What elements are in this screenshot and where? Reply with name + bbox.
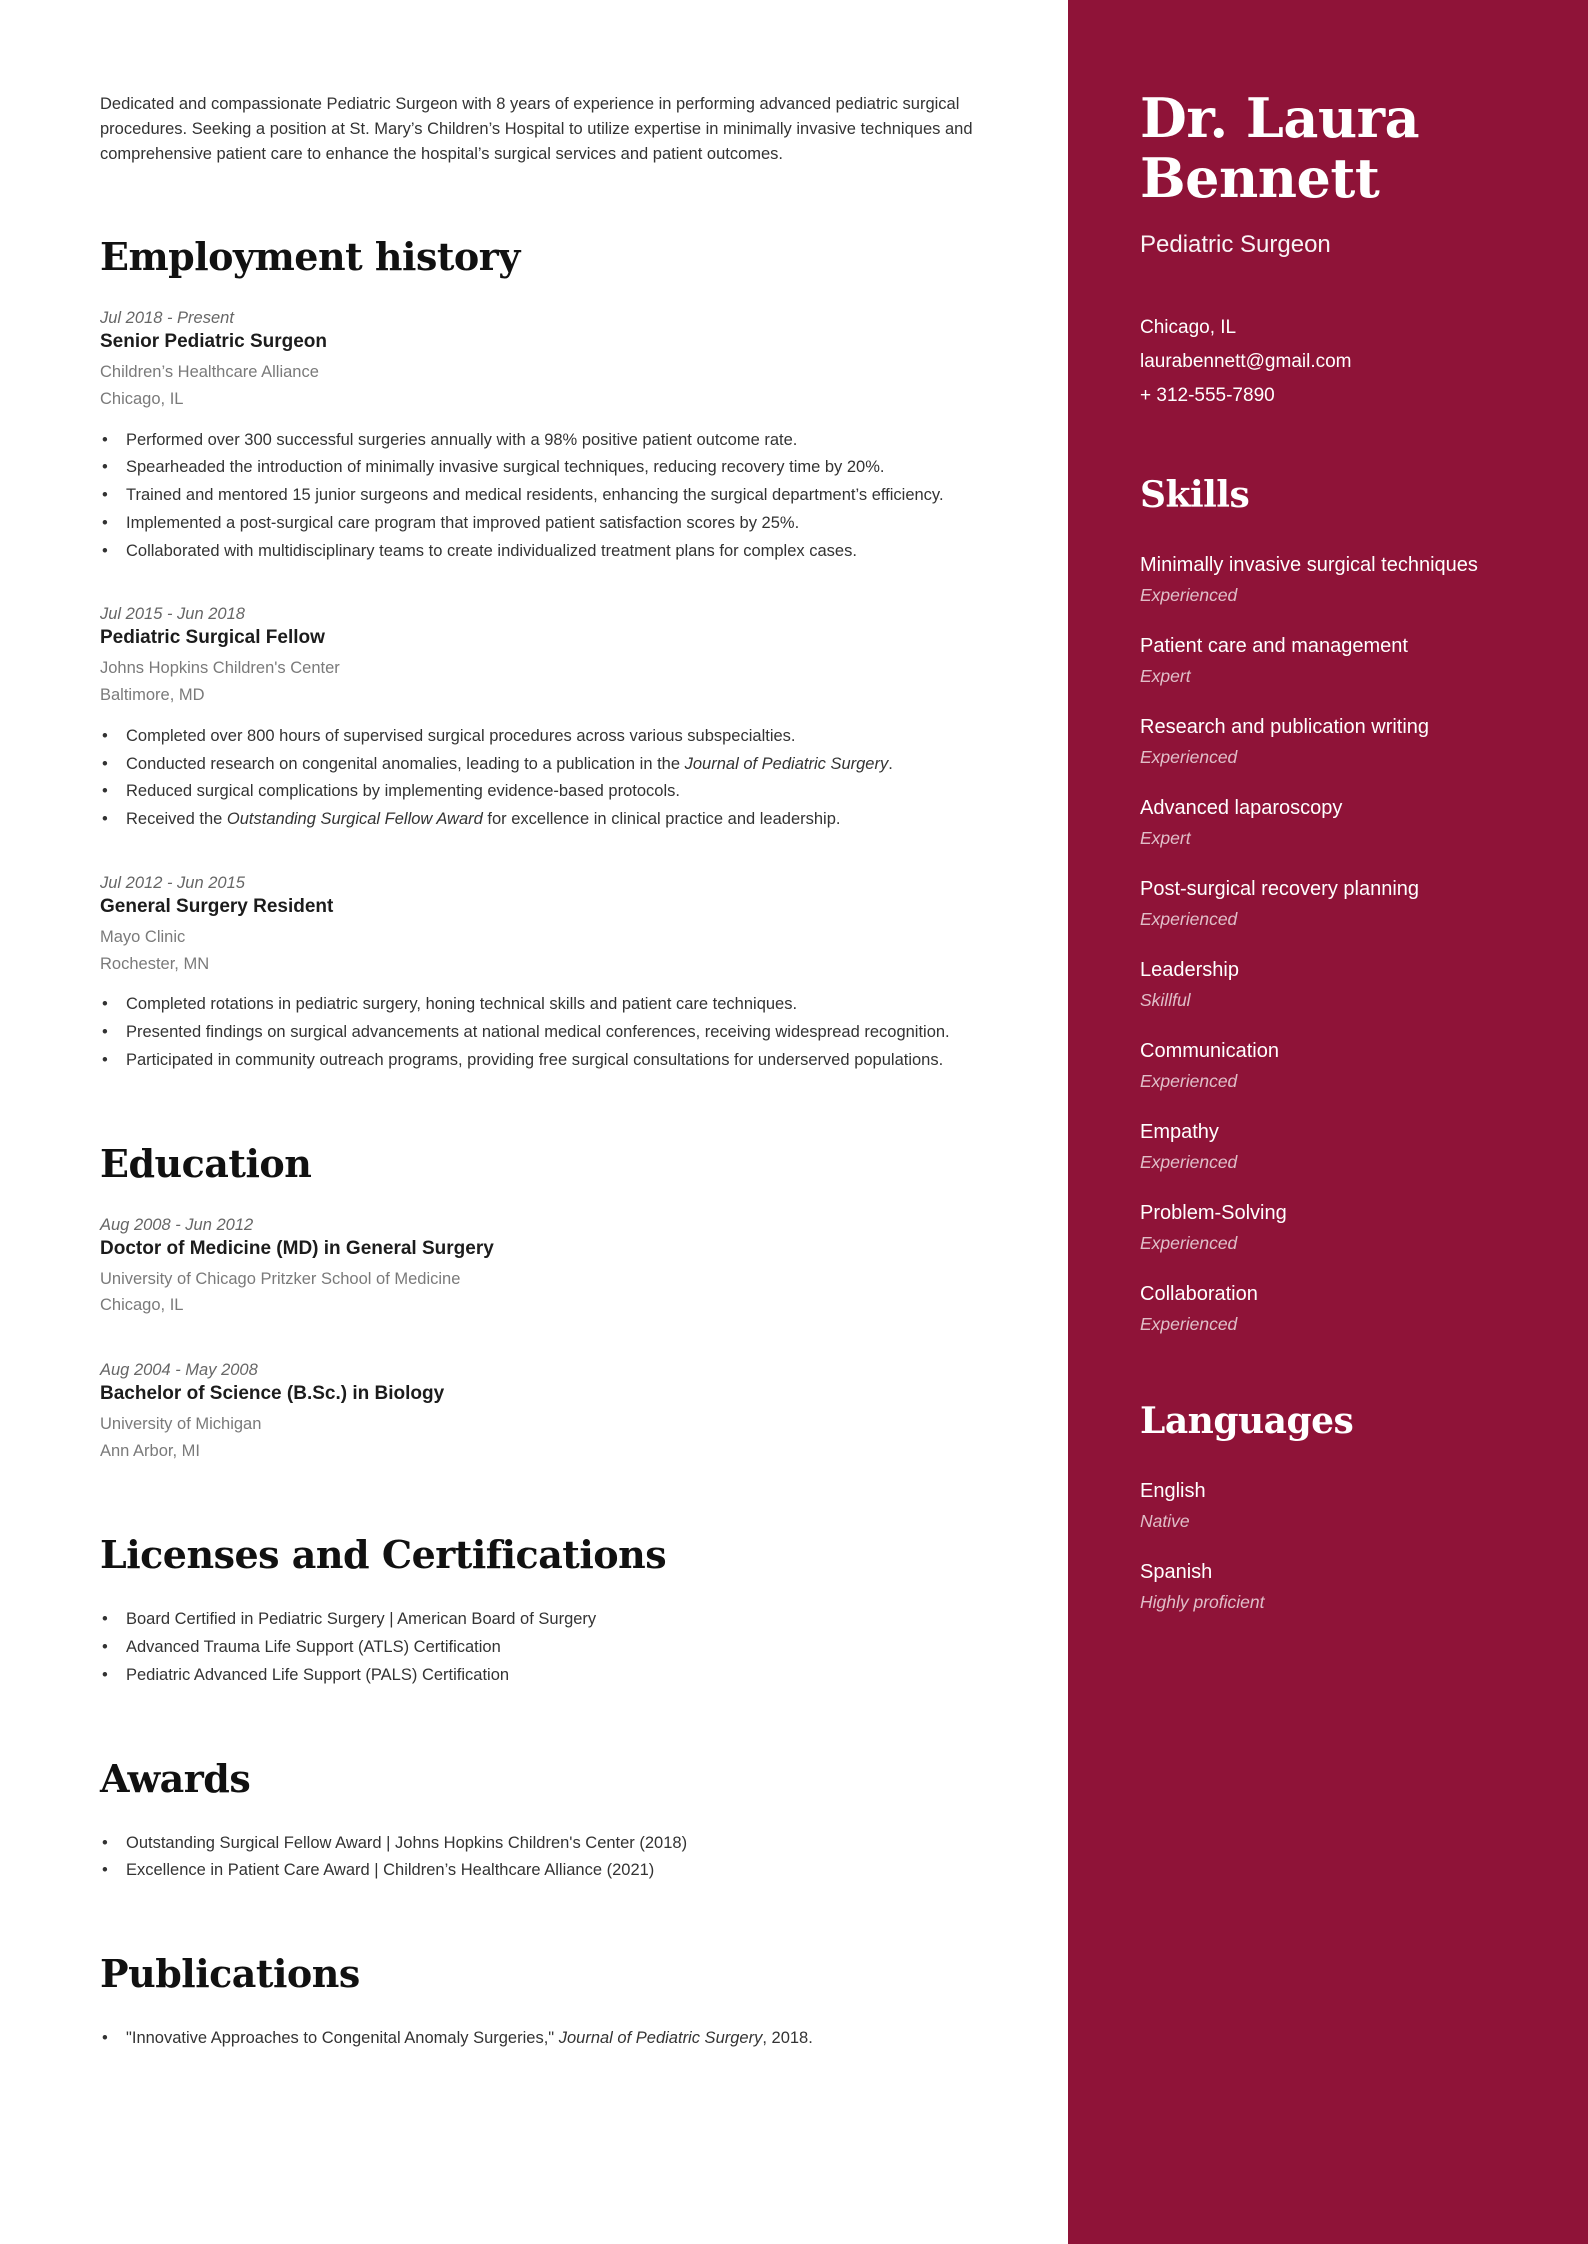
bullet-item: • Trained and mentored 15 junior surgeons and medical residents, enhancing the surgical department’s efficiency. [100, 483, 1006, 508]
bullet-item: • Participated in community outreach programs, providing free surgical consultations for underserved populations. [100, 1048, 1006, 1073]
skill-item-name: Patient care and management [1140, 635, 1408, 658]
skill-item-level: Experienced [1140, 1152, 1238, 1173]
skill-item-name: Advanced laparoscopy [1140, 797, 1343, 820]
school-name: University of Michigan [100, 1415, 262, 1433]
skill-item [1140, 1036, 1540, 1095]
skill-item [1140, 550, 1540, 609]
licenses-heading: Licenses and Certifications [100, 1532, 667, 1578]
skill-item [1140, 631, 1540, 690]
text-segment: Conducted research on congenital anomalies, leading to a publication in the [126, 754, 685, 773]
skill-item-level: Experienced [1140, 1314, 1238, 1335]
contact-line: laurabennett@gmail.com [1140, 350, 1352, 372]
degree-title: Bachelor of Science (B.Sc.) in Biology [100, 1383, 445, 1404]
education-entry [100, 1361, 1006, 1464]
language-item-level: Native [1140, 1511, 1190, 1532]
job-title: Senior Pediatric Surgeon [100, 331, 327, 353]
skills-list [1140, 550, 1540, 1338]
licenses-list [100, 1607, 1006, 1687]
job-employer: Children’s Healthcare Alliance [100, 363, 319, 382]
bullet-item: • Excellence in Patient Care Award | Children’s Healthcare Alliance (2021) [100, 1858, 1006, 1883]
bullet-item: • Completed over 800 hours of supervised surgical procedures across various subspecialties. [100, 724, 1006, 749]
text-segment: . [888, 754, 893, 773]
bullet-item [100, 807, 1006, 832]
section-awards [100, 1756, 1006, 1884]
skill-item-level: Experienced [1140, 1233, 1238, 1254]
job-employer: Mayo Clinic [100, 927, 186, 946]
education-list [100, 1216, 1006, 1465]
language-item-level: Highly proficient [1140, 1592, 1265, 1613]
section-education [100, 1141, 1006, 1465]
section-publications [100, 1951, 1006, 2051]
school-name: University of Chicago Pritzker School of Medicine [100, 1269, 461, 1288]
job-bullets [100, 428, 1006, 564]
skill-item [1140, 712, 1540, 771]
job-dates: Jul 2015 - Jun 2018 [100, 605, 245, 624]
skill-item-level: Experienced [1140, 909, 1238, 930]
job-entry [100, 605, 1006, 831]
job-entry [100, 874, 1006, 1073]
job-bullets [100, 724, 1006, 832]
awards-heading: Awards [100, 1755, 251, 1801]
language-item [1140, 1476, 1540, 1535]
job-bullets [100, 992, 1006, 1072]
school-location: Chicago, IL [100, 1296, 184, 1315]
skill-item-level: Expert [1140, 828, 1191, 849]
job-title: Pediatric Surgical Fellow [100, 627, 325, 649]
job-title: General Surgery Resident [100, 895, 334, 917]
skill-item [1140, 1198, 1540, 1257]
job-list [100, 309, 1006, 1072]
bullet-item [100, 2026, 1006, 2051]
skill-item [1140, 874, 1540, 933]
bullet-item: • Implemented a post-surgical care program that improved patient satisfaction scores by 25%. [100, 511, 1006, 536]
job-entry [100, 309, 1006, 563]
bullet-item: • Collaborated with multidisciplinary teams to create individualized treatment plans for complex cases. [100, 539, 1006, 564]
contact-line: + 312-555-7890 [1140, 384, 1275, 406]
school-location: Ann Arbor, MI [100, 1441, 200, 1460]
job-location: Chicago, IL [100, 389, 184, 408]
text-segment: Received the [126, 810, 227, 829]
education-heading: Education [100, 1140, 312, 1186]
employment-heading: Employment history [100, 234, 520, 280]
sidebar [1068, 0, 1588, 2244]
summary-text: Dedicated and compassionate Pediatric Surgeon with 8 years of experience in performing advanced pediatric surgical procedures. Seeking a position at St. Mary’s Children’s Hospital to utilize expertise in minimally invasive techniques and comprehensive patient care to enhance the hospital’s surgical services and patient outcomes. [100, 95, 973, 163]
skill-item-name: Problem-Solving [1140, 1202, 1287, 1225]
skill-item-name: Empathy [1140, 1121, 1219, 1144]
skill-item-name: Research and publication writing [1140, 716, 1430, 739]
skill-item-name: Post-surgical recovery planning [1140, 878, 1420, 901]
degree-title: Doctor of Medicine (MD) in General Surgery [100, 1237, 494, 1259]
contact-line: Chicago, IL [1140, 316, 1237, 338]
bullet-item: • Performed over 300 successful surgeries annually with a 98% positive patient outcome rate. [100, 428, 1006, 453]
skill-item [1140, 955, 1540, 1014]
person-job-title: Pediatric Surgeon [1140, 230, 1331, 258]
italic-text: Outstanding Surgical Fellow Award [226, 810, 483, 829]
language-item-name: English [1140, 1480, 1206, 1503]
skill-item-level: Experienced [1140, 585, 1238, 606]
section-licenses [100, 1532, 1006, 1687]
italic-text: Journal of Pediatric Surgery [684, 754, 889, 773]
text-segment: , 2018. [762, 2029, 813, 2048]
skill-item-name: Collaboration [1140, 1283, 1258, 1306]
skill-item-name: Communication [1140, 1040, 1279, 1063]
job-employer: Johns Hopkins Children's Center [100, 659, 340, 678]
contact-block [1140, 311, 1540, 412]
job-dates: Jul 2018 - Present [100, 309, 234, 328]
person-name: Dr. Laura Bennett [1140, 86, 1420, 211]
publications-list [100, 2026, 1006, 2051]
skill-item-name: Minimally invasive surgical techniques [1140, 554, 1478, 577]
skill-item [1140, 793, 1540, 852]
language-item [1140, 1557, 1540, 1616]
education-entry [100, 1216, 1006, 1319]
skill-item [1140, 1279, 1540, 1338]
language-item-name: Spanish [1140, 1561, 1213, 1584]
bullet-item: • Advanced Trauma Life Support (ATLS) Certification [100, 1635, 1006, 1660]
skill-item-name: Leadership [1140, 959, 1239, 982]
degree-dates: Aug 2004 - May 2008 [100, 1361, 258, 1379]
languages-heading: Languages [1140, 1400, 1354, 1443]
job-dates: Jul 2012 - Jun 2015 [100, 873, 245, 892]
skill-item-level: Skillful [1140, 990, 1191, 1011]
job-location: Rochester, MN [100, 954, 210, 973]
section-employment [100, 234, 1006, 1072]
skill-item-level: Experienced [1140, 1071, 1238, 1092]
skill-item-level: Experienced [1140, 747, 1238, 768]
skill-item [1140, 1117, 1540, 1176]
skill-item-level: Expert [1140, 666, 1191, 687]
languages-list [1140, 1476, 1540, 1616]
job-location: Baltimore, MD [100, 686, 205, 705]
bullet-item: • Board Certified in Pediatric Surgery | American Board of Surgery [100, 1607, 1006, 1632]
bullet-item: • Outstanding Surgical Fellow Award | Johns Hopkins Children's Center (2018) [100, 1831, 1006, 1856]
bullet-item [100, 752, 1006, 777]
awards-list [100, 1831, 1006, 1884]
bullet-item: • Spearheaded the introduction of minimally invasive surgical techniques, reducing recovery time by 20%. [100, 455, 1006, 480]
publications-heading: Publications [100, 1951, 360, 1997]
bullet-item: • Presented findings on surgical advancements at national medical conferences, receiving widespread recognition. [100, 1020, 1006, 1045]
bullet-item: • Reduced surgical complications by implementing evidence-based protocols. [100, 779, 1006, 804]
text-segment: for excellence in clinical practice and leadership. [482, 810, 841, 829]
skills-heading: Skills [1140, 474, 1250, 517]
bullet-item: • Pediatric Advanced Life Support (PALS) Certification [100, 1663, 1006, 1688]
degree-dates: Aug 2008 - Jun 2012 [100, 1215, 254, 1234]
text-segment: "Innovative Approaches to Congenital Anomaly Surgeries," [126, 2029, 559, 2048]
italic-text: Journal of Pediatric Surgery [558, 2029, 763, 2048]
bullet-item: • Completed rotations in pediatric surgery, honing technical skills and patient care techniques. [100, 992, 1006, 1017]
